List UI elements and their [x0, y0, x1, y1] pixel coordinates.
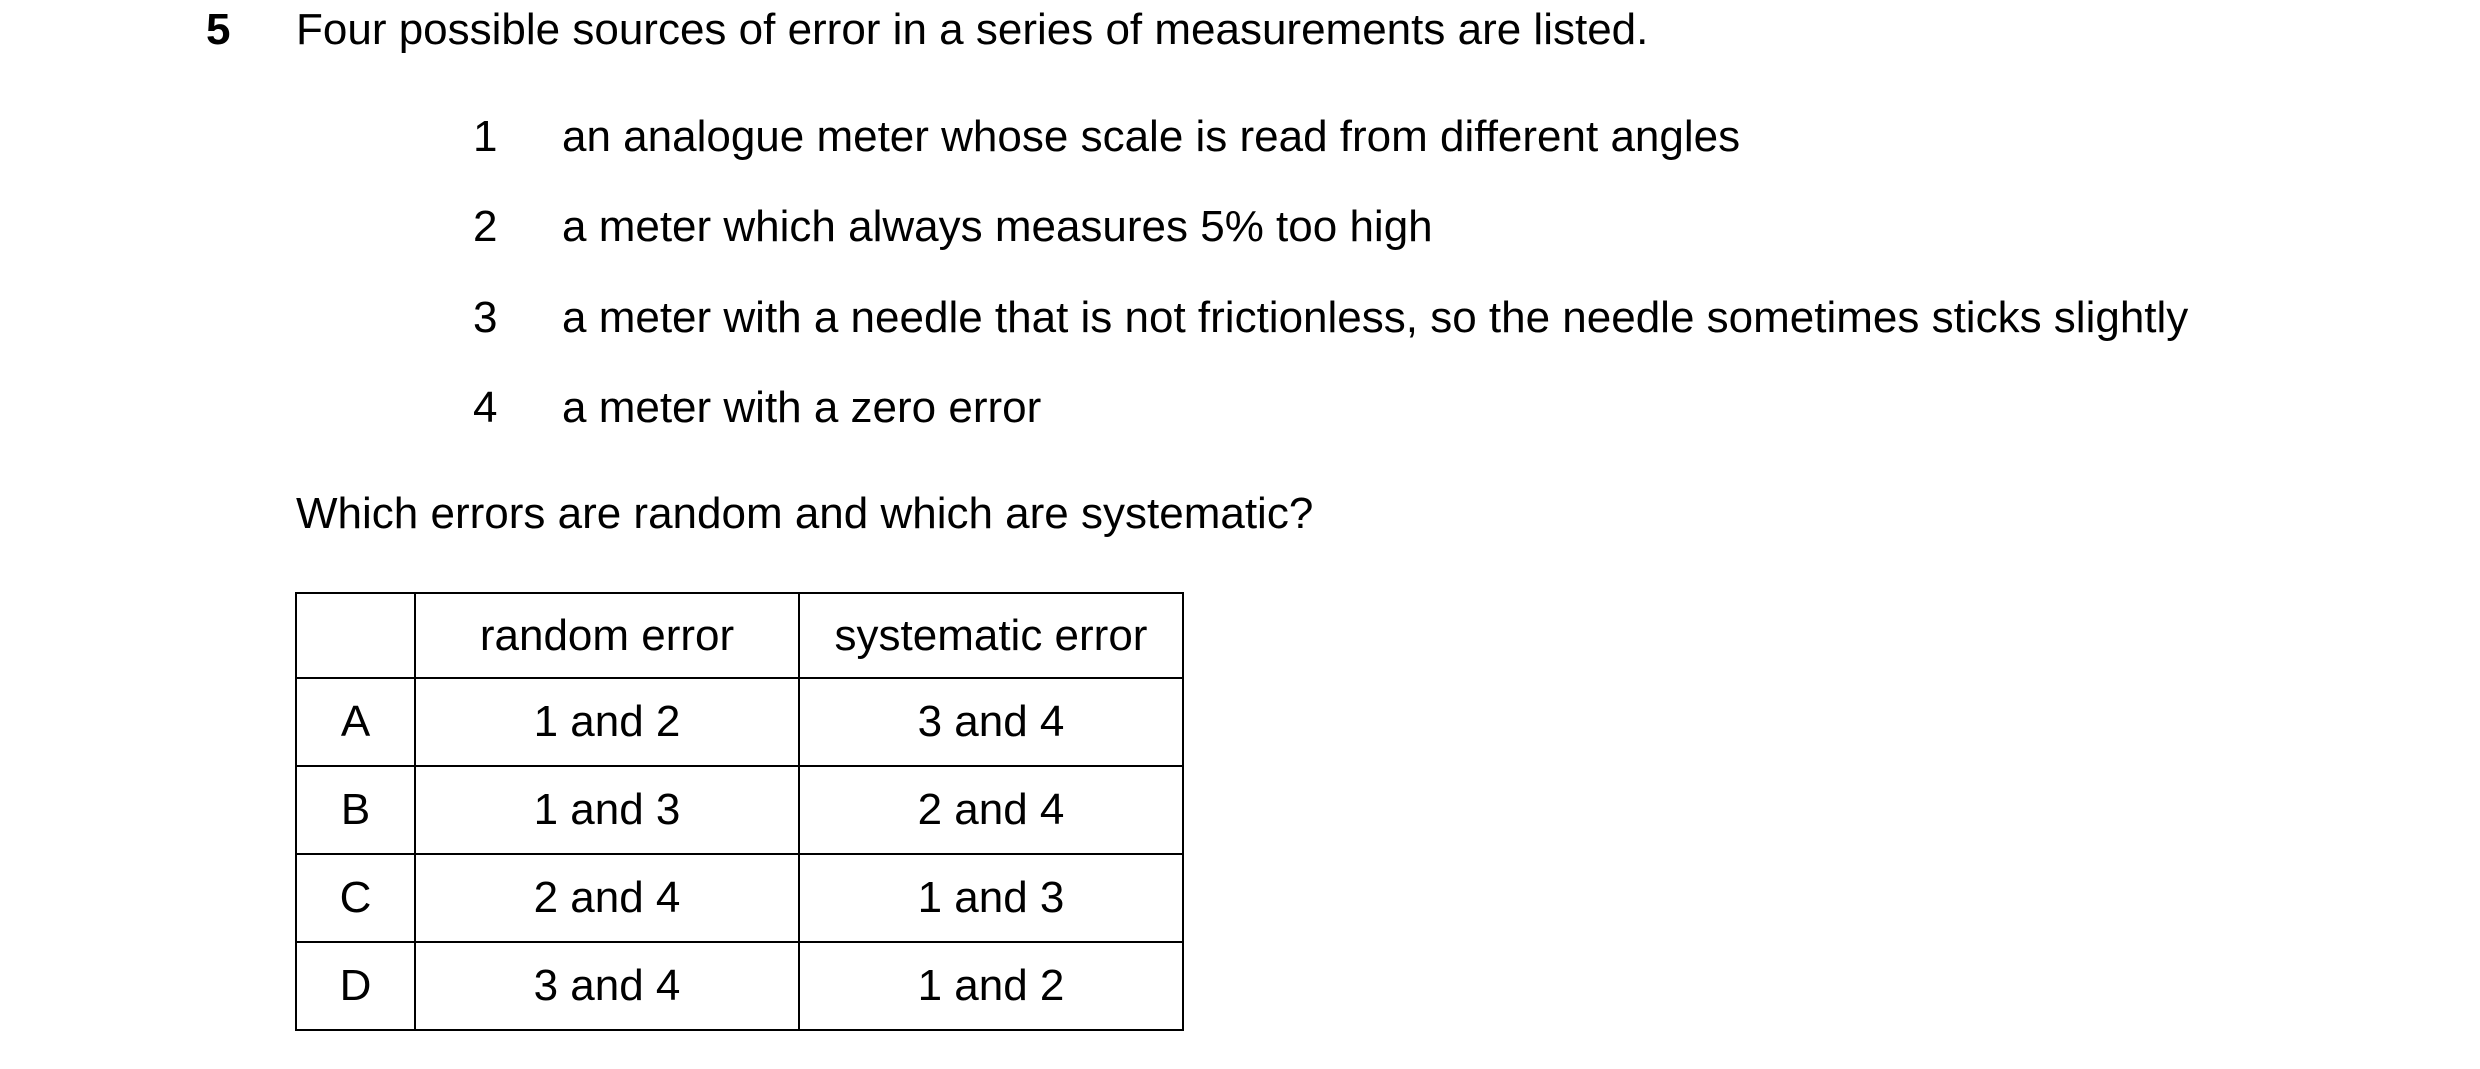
list-item-text: a meter with a needle that is not frictionless, so the needle sometimes sticks slightly	[562, 293, 2189, 342]
table-row	[296, 678, 1183, 766]
list-item-number: 4	[473, 383, 498, 432]
answer-options-table	[295, 592, 1184, 1031]
table-header-random: random error	[415, 593, 799, 678]
random-error-cell: 2 and 4	[415, 854, 799, 942]
option-letter: C	[296, 854, 415, 942]
list-item-number: 3	[473, 293, 498, 342]
random-error-cell: 1 and 3	[415, 766, 799, 854]
option-letter: B	[296, 766, 415, 854]
question-stem: Four possible sources of error in a series of measurements are listed.	[296, 5, 1649, 54]
table-row	[296, 766, 1183, 854]
question-number: 5	[206, 5, 231, 54]
systematic-error-cell: 3 and 4	[799, 678, 1183, 766]
list-item-text: a meter which always measures 5% too high	[562, 202, 1433, 251]
random-error-cell: 1 and 2	[415, 678, 799, 766]
option-letter: A	[296, 678, 415, 766]
table-header-empty	[296, 593, 415, 678]
question-prompt: Which errors are random and which are systematic?	[296, 489, 1314, 538]
random-error-cell: 3 and 4	[415, 942, 799, 1030]
list-item-text: an analogue meter whose scale is read from different angles	[562, 112, 1741, 161]
table-row	[296, 854, 1183, 942]
table-header-systematic: systematic error	[799, 593, 1183, 678]
systematic-error-cell: 2 and 4	[799, 766, 1183, 854]
table-header-row	[296, 593, 1183, 678]
table-row	[296, 942, 1183, 1030]
list-item-number: 2	[473, 202, 498, 251]
systematic-error-cell: 1 and 3	[799, 854, 1183, 942]
systematic-error-cell: 1 and 2	[799, 942, 1183, 1030]
list-item-number: 1	[473, 112, 498, 161]
option-letter: D	[296, 942, 415, 1030]
list-item-text: a meter with a zero error	[562, 383, 1042, 432]
